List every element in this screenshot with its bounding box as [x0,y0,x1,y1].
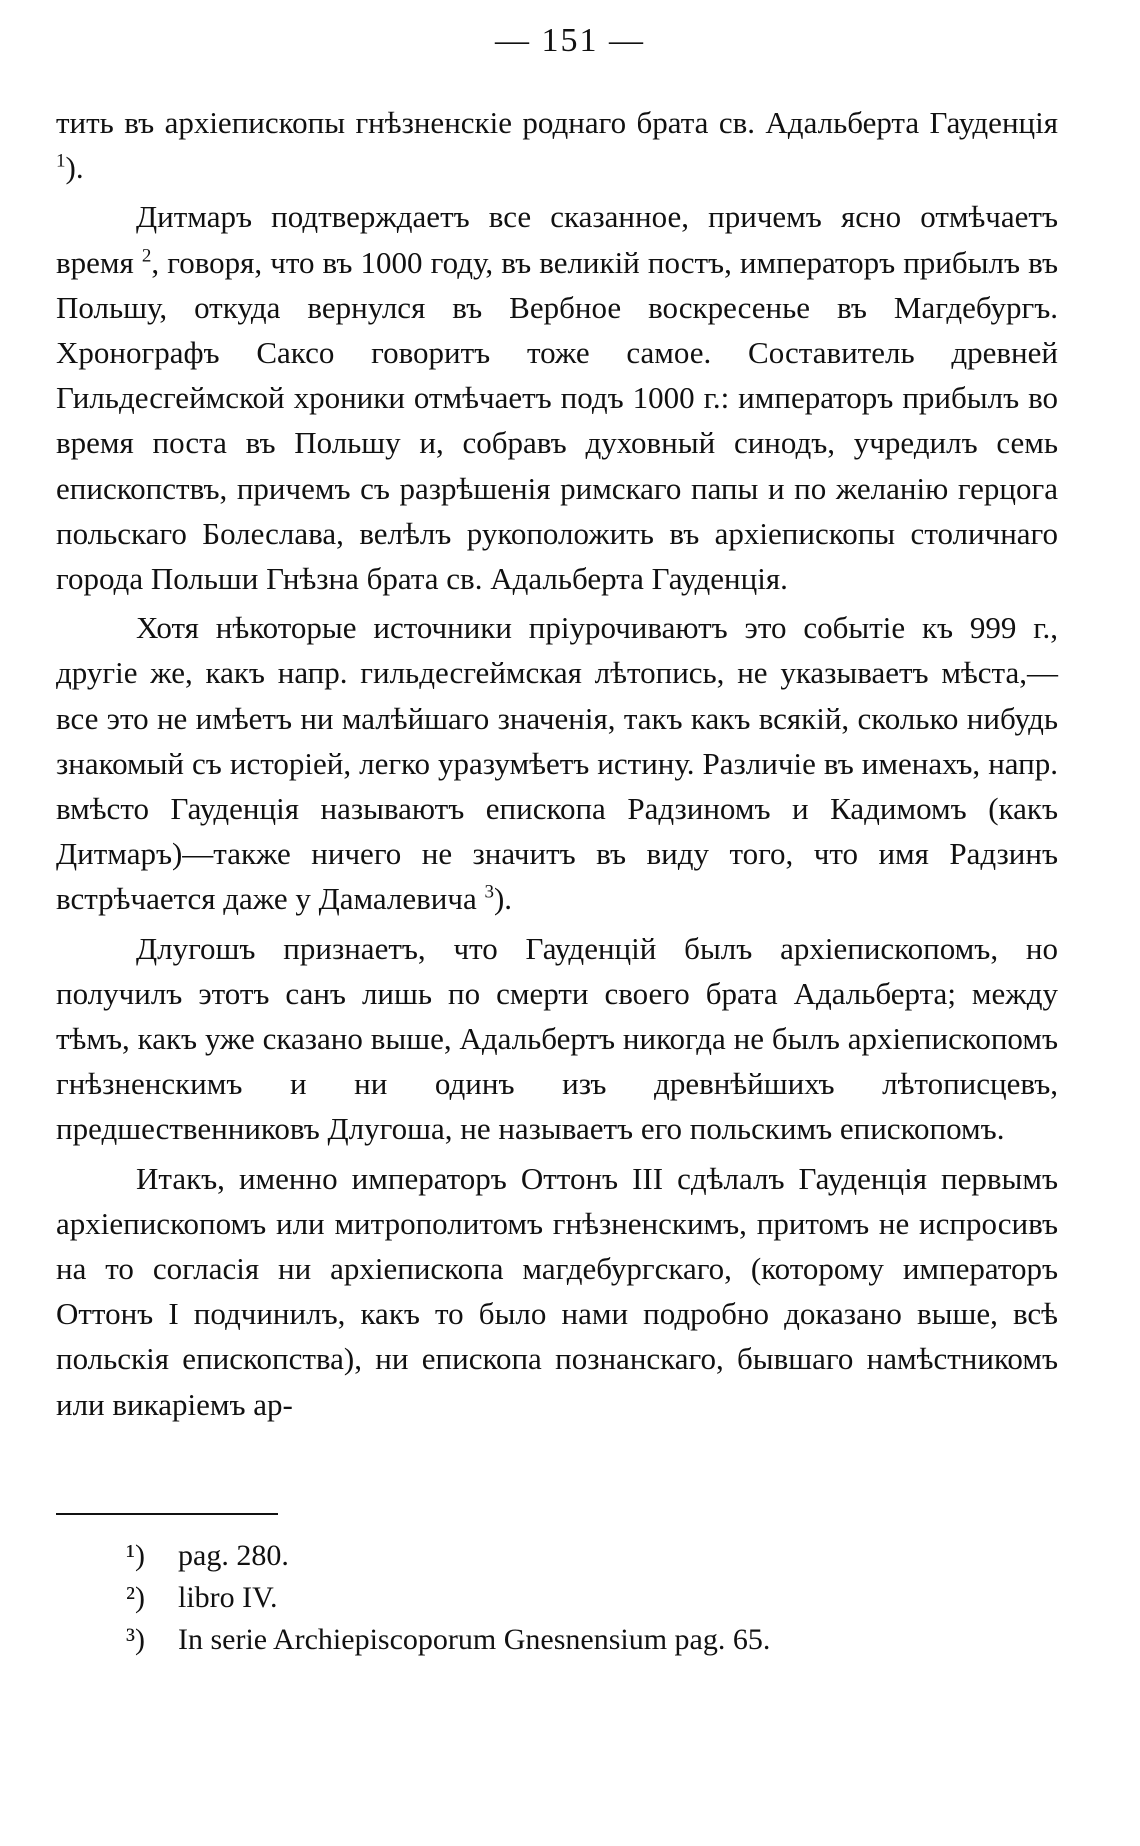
footnote-ref: 2 [141,245,152,267]
footnote [126,1535,1026,1577]
paragraph-text: , говоря, что въ 1000 году, въ великій постъ, императоръ прибылъ въ Польшу, откуда вернулся въ Вербное воскресенье въ Магдебургъ. Хронографъ Саксо говоритъ тоже самое. Составитель древней Гильдесгеймской хроники отмѣчаетъ подъ 1000 г.: императоръ прибылъ во время поста въ Польшу и, собравъ духовный синодъ, учредилъ семь епископствъ, причемъ съ разрѣшенія римскаго папы и по желанію герцога польскаго Болеслава, велѣлъ рукоположить въ архіепископы столичнаго города Польши Гнѣзна брата св. Адальберта Гауденція. [56,244,1058,597]
footnote-text: In serie Archiepiscoporum Gnesnensium pag. 65. [178,1623,771,1656]
paragraph-text: Хотя нѣкоторые источники пріурочиваютъ это событіе къ 999 г., другіе же, какъ напр. гильдесгеймская лѣтопись, не указываетъ мѣста,—все это не имѣетъ ни малѣйшаго значенія, такъ какъ всякій, сколько нибудь знакомый съ исторіей, легко уразумѣетъ истину. Различіе въ именахъ, напр. вмѣсто Гауденція называютъ епископа Радзиномъ и Кадимомъ (какъ Дитмаръ)—также ничего не значитъ въ виду того, что имя Радзинъ встрѣчается даже у Дамалевича [56,610,1058,917]
footnote-mark: ²) [126,1581,145,1614]
footnote-text: libro IV. [178,1581,278,1614]
footnotes [126,1535,1026,1661]
paragraph [56,100,1058,190]
footnote-ref: 3 [484,882,494,904]
footnote [126,1619,1026,1661]
footnote-mark: ¹) [126,1539,145,1572]
paragraph-end: ). [65,150,84,186]
footnote-ref: 1 [56,150,66,172]
footnote-mark: ³) [126,1623,145,1656]
paragraph [56,926,1058,1152]
paragraph [56,194,1058,601]
footnote [126,1577,1026,1619]
paragraph-text: тить въ архіепископы гнѣзненскіе роднаго брата св. Адальберта Гауденція [56,105,1058,140]
paragraph [56,605,1058,921]
footnote-text: pag. 280. [178,1539,289,1572]
body-text [56,100,1058,1427]
paragraph-text: Длугошъ признаетъ, что Гауденцій былъ архіепископомъ, но получилъ этотъ санъ лишь по смерти своего брата Адальберта; между тѣмъ, какъ уже сказано выше, Адальбертъ никогда не былъ архіепископомъ гнѣзненскимъ и ни одинъ изъ древнѣйшихъ лѣтописцевъ, предшественниковъ Длугоша, не называетъ его польскимъ епископомъ. [56,930,1058,1147]
paragraph-end: ). [493,881,513,917]
footnote-divider [56,1513,278,1515]
page-number: — 151 — [495,22,645,59]
paragraph [56,1156,1058,1427]
paragraph-text: Дитмаръ подтверждаетъ все сказанное, причемъ ясно отмѣчаетъ время [56,199,1058,280]
paragraph-text: Итакъ, именно императоръ Оттонъ III сдѣлалъ Гауденція первымъ архіепископомъ или митрополитомъ гнѣзненскимъ, притомъ не испросивъ на то согласія ни архіепископа магдебургскаго, (которому императоръ Оттонъ I подчинилъ, какъ то было нами подробно доказано выше, всѣ польскія епископства), ни епископа познанскаго, бывшаго намѣстникомъ или викаріемъ ар- [56,1160,1058,1422]
